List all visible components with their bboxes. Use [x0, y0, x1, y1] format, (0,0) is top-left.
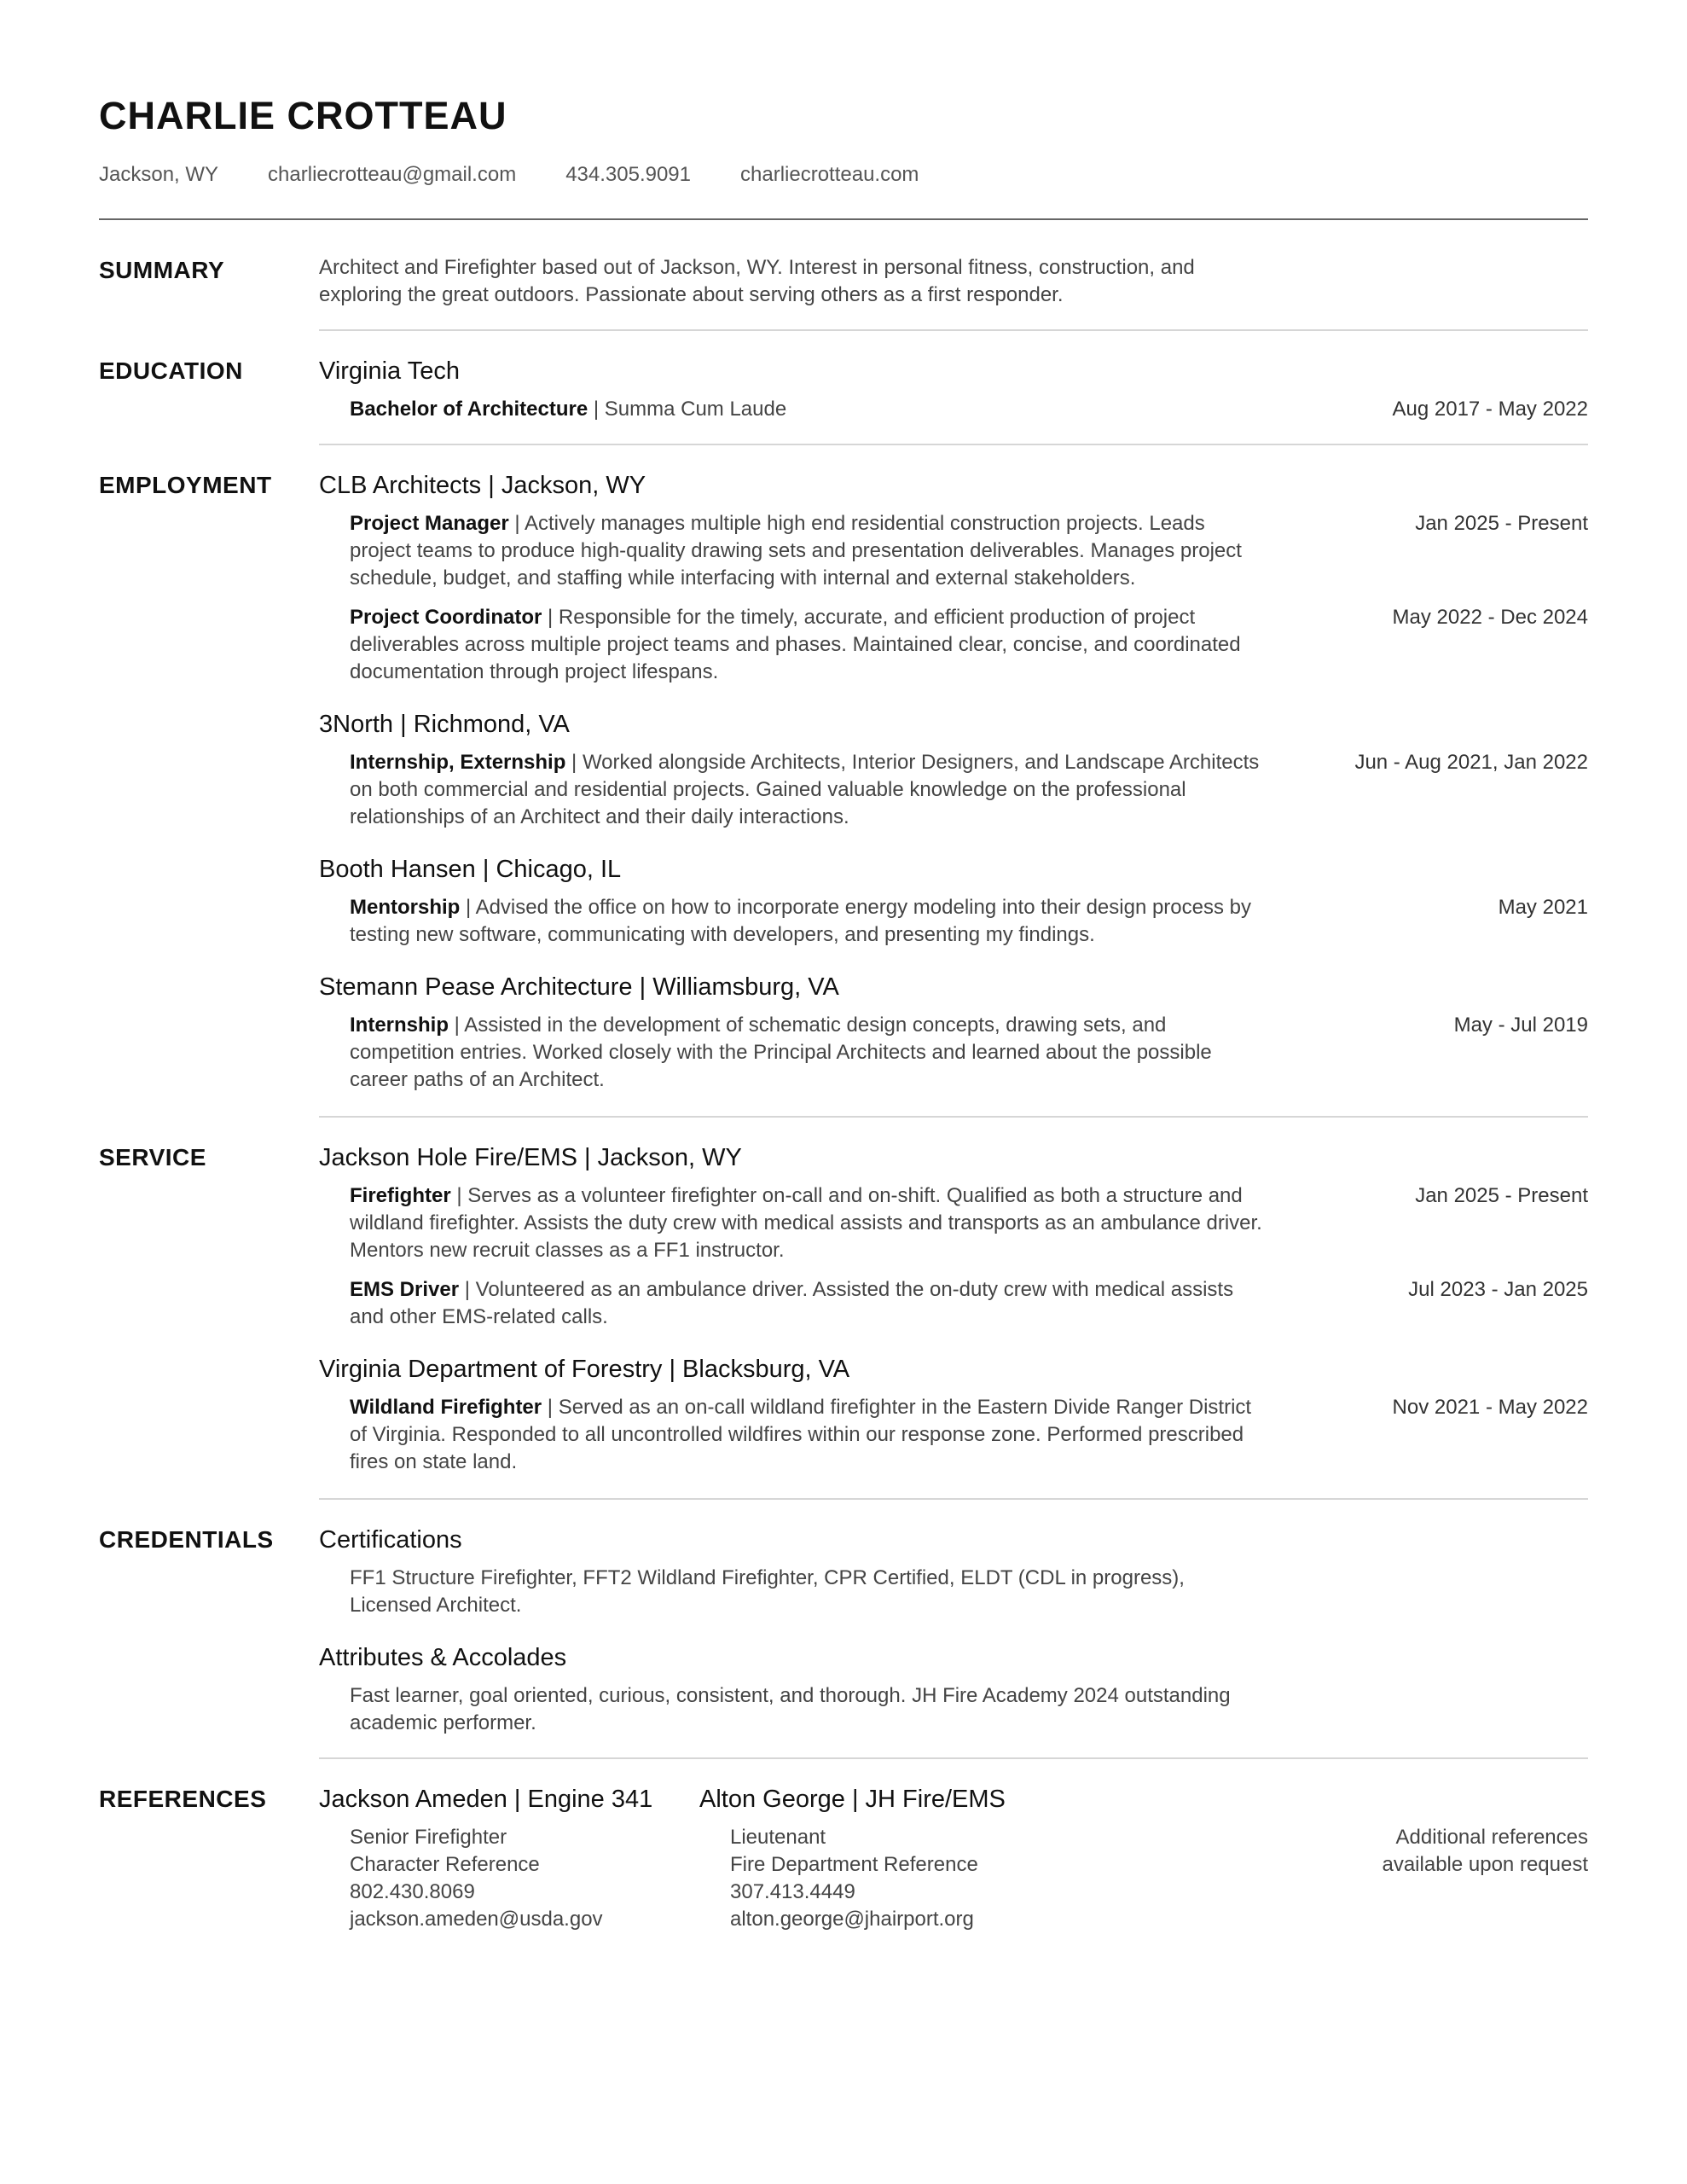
- certifications-text: FF1 Structure Firefighter, FFT2 Wildland Firefighter, CPR Certified, ELDT (CDL in progress), Licensed Architect.: [350, 1566, 1185, 1617]
- degree: Bachelor of Architecture: [350, 398, 588, 421]
- role-title: Wildland Firefighter: [350, 1396, 542, 1419]
- reference-email: alton.george@jhairport.org: [730, 1908, 974, 1931]
- role-entry: [319, 749, 1588, 831]
- date: Jun - Aug 2021, Jan 2022: [1354, 751, 1588, 774]
- education-section: [99, 355, 1588, 445]
- role-title: EMS Driver: [350, 1278, 460, 1301]
- reference-card: [319, 1783, 699, 1933]
- section-label: CREDENTIALS: [99, 1526, 274, 1553]
- role-desc: | Worked alongside Architects, Interior Designers, and Landscape Architects on both commercial and residential projects. Gained valuable knowledge on the professional relationships of an Architect and their daily interactions.: [350, 751, 1260, 828]
- reference-card: [699, 1783, 1080, 1933]
- contact-row: [99, 162, 1588, 188]
- reference-type: Character Reference: [350, 1853, 540, 1876]
- section-label: EDUCATION: [99, 357, 243, 384]
- role-desc: | Serves as a volunteer firefighter on-call and on-shift. Qualified as both a structure and wildland firefighter. Assists the duty crew with medical assists and transports as an ambulance driver. Mentors new recruit classes as a FF1 instructor.: [350, 1184, 1262, 1262]
- candidate-name: CHARLIE CROTTEAU: [99, 94, 507, 137]
- date: May 2022 - Dec 2024: [1392, 606, 1588, 629]
- section-label: REFERENCES: [99, 1786, 267, 1812]
- summary-body: [319, 254, 1588, 331]
- role-title: Firefighter: [350, 1184, 451, 1207]
- role-entry: [319, 1012, 1588, 1094]
- section-label: EMPLOYMENT: [99, 472, 272, 498]
- role-title: Mentorship: [350, 896, 461, 919]
- website: charliecrotteau.com: [740, 163, 919, 186]
- role-entry: [319, 1276, 1588, 1331]
- org-name: Virginia Department of Forestry | Blacksburg, VA: [319, 1356, 850, 1383]
- role-title: Project Manager: [350, 512, 509, 535]
- reference-email: jackson.ameden@usda.gov: [350, 1908, 603, 1931]
- location: Jackson, WY: [99, 163, 219, 186]
- role-desc: | Volunteered as an ambulance driver. Assisted the on-duty crew with medical assists and other EMS-related calls.: [350, 1278, 1234, 1328]
- reference-phone: 802.430.8069: [350, 1880, 475, 1903]
- org-name: Jackson Hole Fire/EMS | Jackson, WY: [319, 1144, 742, 1171]
- certifications-title: Certifications: [319, 1526, 462, 1554]
- reference-phone: 307.413.4449: [730, 1880, 855, 1903]
- date: May - Jul 2019: [1453, 1014, 1588, 1037]
- employment-section: [99, 469, 1588, 1118]
- date: Nov 2021 - May 2022: [1392, 1396, 1588, 1419]
- role-desc: | Served as an on-call wildland firefighter in the Eastern Divide Ranger District of Virginia. Responded to all uncontrolled wildfires within our response zone. Performed prescribed fires on state land.: [350, 1396, 1252, 1473]
- role-entry: [319, 1182, 1588, 1264]
- email: charliecrotteau@gmail.com: [268, 163, 517, 186]
- resume-page: [99, 92, 1588, 1933]
- role-title: Internship: [350, 1014, 449, 1037]
- org-name: Stemann Pease Architecture | Williamsburg, VA: [319, 973, 839, 1001]
- credentials-body: [319, 1524, 1588, 1759]
- date: Jan 2025 - Present: [1415, 1184, 1588, 1207]
- employment-body: [319, 469, 1588, 1118]
- role-title: Internship, Externship: [350, 751, 566, 774]
- role-title: Project Coordinator: [350, 606, 542, 629]
- role-entry: [319, 894, 1588, 949]
- summary-section: [99, 254, 1588, 331]
- org-name: 3North | Richmond, VA: [319, 711, 570, 738]
- role-entry: [319, 604, 1588, 686]
- phone: 434.305.9091: [565, 163, 691, 186]
- section-label: SUMMARY: [99, 257, 225, 283]
- degree-entry: [319, 396, 1588, 423]
- role-entry: [319, 510, 1588, 592]
- reference-name: Alton George | JH Fire/EMS: [699, 1786, 1006, 1813]
- attributes-title: Attributes & Accolades: [319, 1644, 567, 1671]
- role-desc: | Responsible for the timely, accurate, and efficient production of project deliverables across multiple project teams and phases. Maintained clear, concise, and coordinated documentation through project lifespans.: [350, 606, 1241, 683]
- references-body: [319, 1783, 1588, 1933]
- date: Jul 2023 - Jan 2025: [1408, 1278, 1588, 1301]
- org-name: Booth Hansen | Chicago, IL: [319, 856, 622, 883]
- role-desc: | Assisted in the development of schematic design concepts, drawing sets, and competition entries. Worked closely with the Principal Architects and learned about the possible career paths of an Architect.: [350, 1014, 1212, 1091]
- honor: | Summa Cum Laude: [588, 398, 787, 421]
- school-name: Virginia Tech: [319, 357, 460, 385]
- date: Jan 2025 - Present: [1415, 512, 1588, 535]
- header-divider: [99, 218, 1588, 220]
- reference-name: Jackson Ameden | Engine 341: [319, 1786, 653, 1813]
- summary-text: Architect and Firefighter based out of Jackson, WY. Interest in personal fitness, construction, and exploring the great outdoors. Passionate about serving others as a first responder.: [319, 256, 1195, 306]
- role-desc: | Actively manages multiple high end residential construction projects. Leads project teams to produce high-quality drawing sets and presentation deliverables. Manages project schedule, budget, and staffing while interfacing with internal and external stakeholders.: [350, 512, 1242, 590]
- service-body: [319, 1141, 1588, 1500]
- reference-title: Senior Firefighter: [350, 1826, 507, 1849]
- org-name: CLB Architects | Jackson, WY: [319, 472, 646, 499]
- date: May 2021: [1498, 896, 1588, 919]
- reference-title: Lieutenant: [730, 1826, 826, 1849]
- attributes-text: Fast learner, goal oriented, curious, consistent, and thorough. JH Fire Academy 2024 outstanding academic performer.: [350, 1684, 1231, 1734]
- role-entry: [319, 1394, 1588, 1476]
- credentials-section: [99, 1524, 1588, 1759]
- section-label: SERVICE: [99, 1144, 206, 1170]
- date: Aug 2017 - May 2022: [1392, 398, 1588, 421]
- references-section: [99, 1783, 1588, 1933]
- service-section: [99, 1141, 1588, 1500]
- references-note: Additional references available upon request: [1382, 1826, 1588, 1876]
- role-desc: | Advised the office on how to incorporate energy modeling into their design process by testing new software, communicating with developers, and presenting my findings.: [350, 896, 1252, 946]
- reference-type: Fire Department Reference: [730, 1853, 978, 1876]
- education-body: [319, 355, 1588, 445]
